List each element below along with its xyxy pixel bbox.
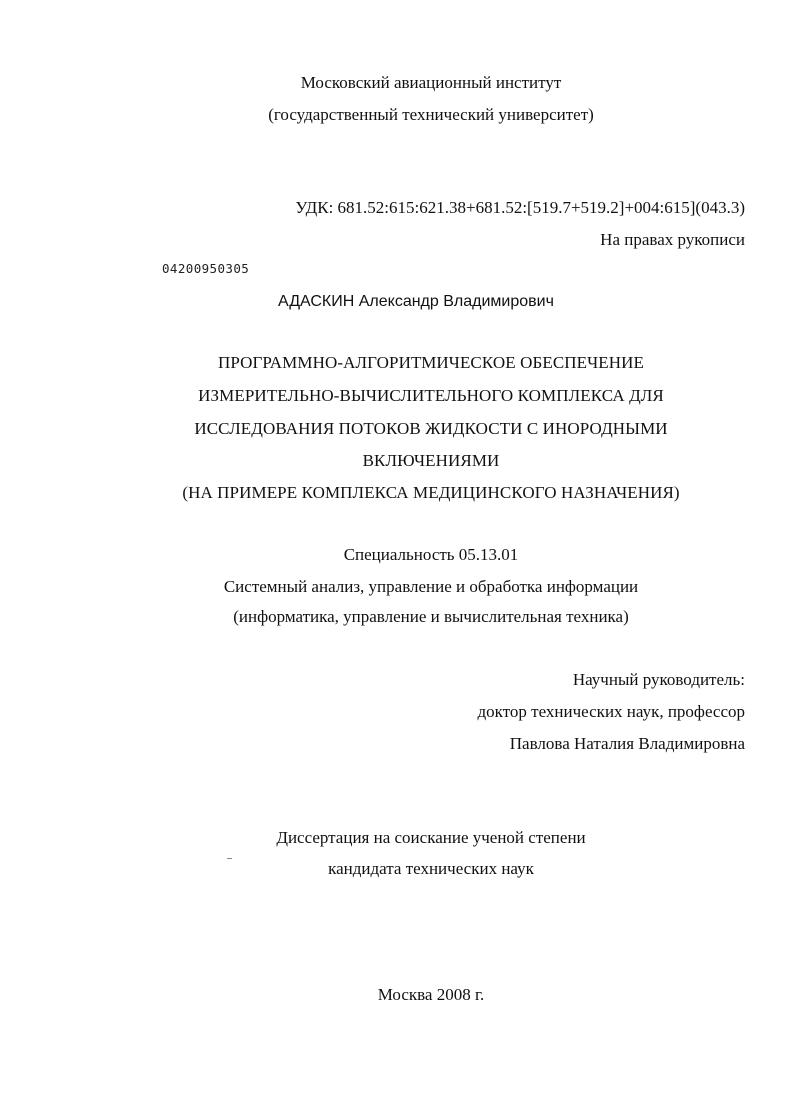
author-name: АДАСКИН Александр Владимирович xyxy=(278,293,554,310)
archive-stamp: 04200950305 xyxy=(162,261,250,276)
specialty-field: (информатика, управление и вычислительная техника) xyxy=(233,607,629,626)
dissertation-degree-line: кандидата технических наук xyxy=(328,859,534,878)
institution-subtitle: (государственный технический университет) xyxy=(268,105,594,124)
thesis-title-line: ИЗМЕРИТЕЛЬНО-ВЫЧИСЛИТЕЛЬНОГО КОМПЛЕКСА ДЛЯ xyxy=(198,386,664,405)
supervisor-degree: доктор технических наук, профессор xyxy=(477,702,745,721)
udk-code: УДК: 681.52:615:621.38+681.52:[519.7+519.2]+004:615](043.3) xyxy=(295,198,745,217)
thesis-title-line: ПРОГРАММНО-АЛГОРИТМИЧЕСКОЕ ОБЕСПЕЧЕНИЕ xyxy=(217,353,644,372)
specialty-code: Специальность 05.13.01 xyxy=(343,545,519,564)
scan-speck xyxy=(227,858,232,859)
thesis-title-line: ИССЛЕДОВАНИЯ ПОТОКОВ ЖИДКОСТИ С ИНОРОДНЫМИ xyxy=(194,419,668,438)
specialty-name: Системный анализ, управление и обработка информации xyxy=(223,577,639,596)
city-year: Москва 2008 г. xyxy=(377,985,485,1004)
rights-note: На правах рукописи xyxy=(600,230,745,249)
supervisor-label: Научный руководитель: xyxy=(572,670,745,689)
supervisor-name: Павлова Наталия Владимировна xyxy=(509,734,745,753)
dissertation-degree-line: Диссертация на соискание ученой степени xyxy=(276,828,586,847)
thesis-title-line: ВКЛЮЧЕНИЯМИ xyxy=(362,451,500,470)
thesis-title-line: (НА ПРИМЕРЕ КОМПЛЕКСА МЕДИЦИНСКОГО НАЗНАЧЕНИЯ) xyxy=(182,483,680,502)
institution-name: Московский авиационный институт xyxy=(300,73,562,92)
